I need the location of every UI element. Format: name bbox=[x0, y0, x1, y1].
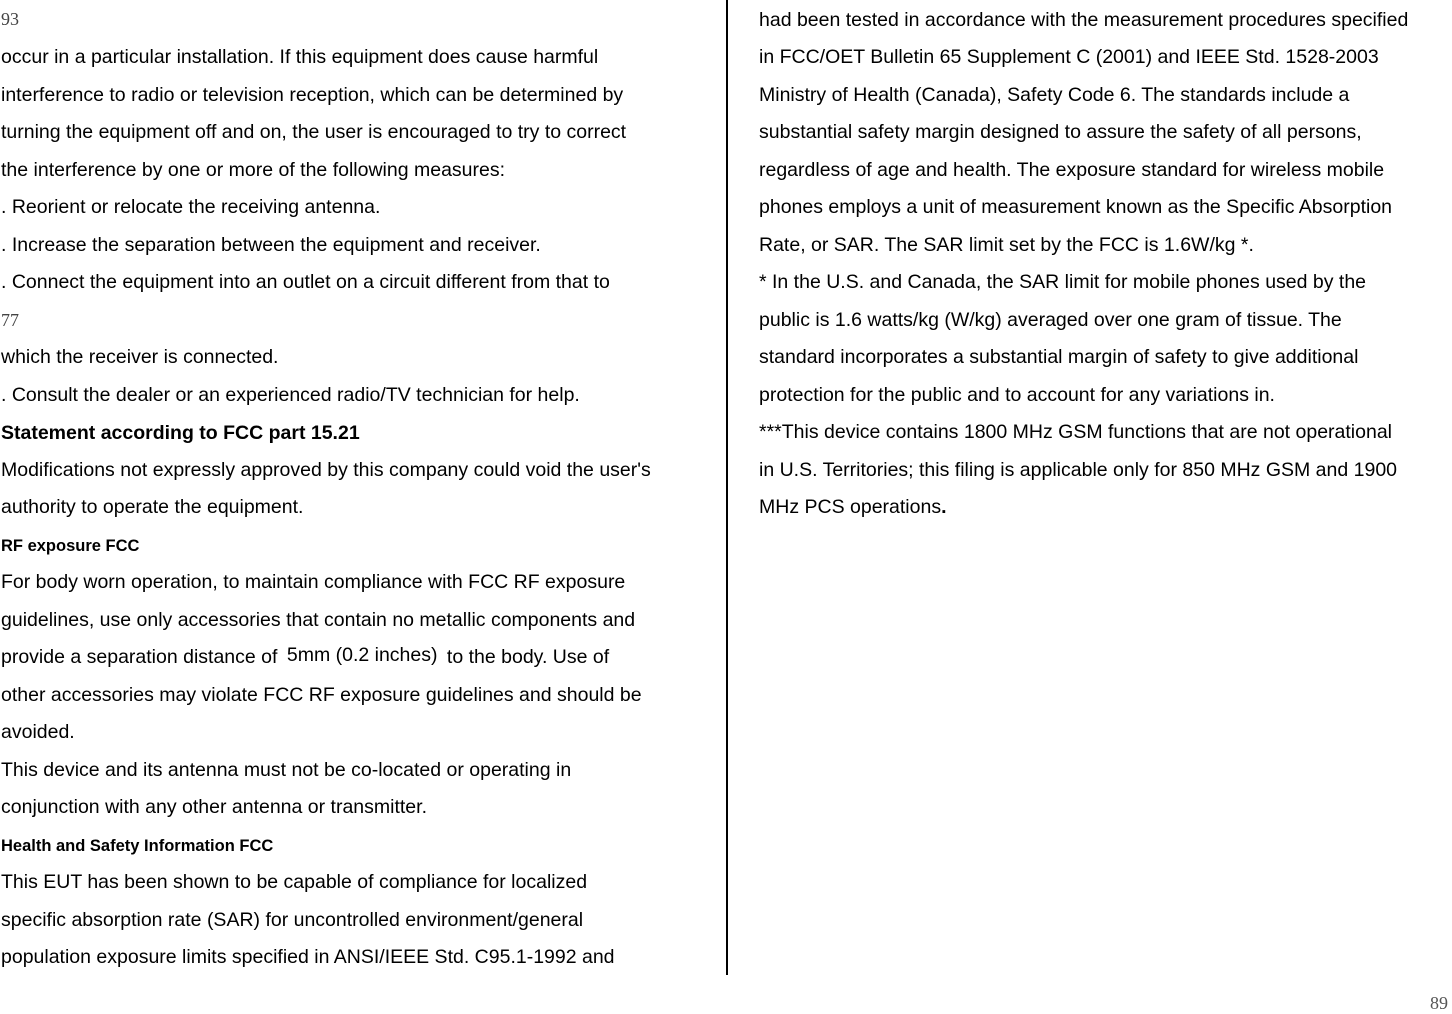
paragraph-line: the interference by one or more of the following measures: bbox=[1, 159, 506, 181]
paragraph-line: For body worn operation, to maintain compliance with FCC RF exposure bbox=[1, 571, 626, 593]
paragraph-line: Ministry of Health (Canada), Safety Code 6. The standards include a bbox=[759, 84, 1350, 106]
measure-item: . Reorient or relocate the receiving antenna. bbox=[1, 196, 381, 218]
paragraph-line: in U.S. Territories; this filing is applicable only for 850 MHz GSM and 1900 bbox=[759, 459, 1398, 481]
paragraph-line: turning the equipment off and on, the user is encouraged to try to correct bbox=[1, 121, 627, 143]
separation-prefix: provide a separation distance of bbox=[1, 646, 278, 668]
paragraph-line-last bbox=[759, 496, 947, 518]
last-line-text: MHz PCS operations bbox=[759, 496, 942, 518]
heading-fcc-15-21: Statement according to FCC part 15.21 bbox=[1, 422, 360, 444]
paragraph-line: * In the U.S. and Canada, the SAR limit for mobile phones used by the bbox=[759, 271, 1367, 293]
heading-rf-exposure: RF exposure FCC bbox=[1, 537, 140, 555]
paragraph-line: ***This device contains 1800 MHz GSM functions that are not operational bbox=[759, 421, 1393, 443]
paragraph-line: population exposure limits specified in ANSI/IEEE Std. C95.1-1992 and bbox=[1, 946, 615, 968]
last-line-period: . bbox=[941, 496, 947, 518]
page-number: 89 bbox=[1430, 993, 1448, 1013]
paragraph-line: in FCC/OET Bulletin 65 Supplement C (2001) and IEEE Std. 1528-2003 bbox=[759, 46, 1379, 68]
separation-suffix: to the body. Use of bbox=[446, 646, 610, 668]
paragraph-line: regardless of age and health. The exposure standard for wireless mobile bbox=[759, 159, 1385, 181]
separation-distance-value: 5mm (0.2 inches) bbox=[286, 644, 438, 666]
paragraph-line: other accessories may violate FCC RF exposure guidelines and should be bbox=[1, 684, 642, 706]
paragraph-line: conjunction with any other antenna or transmitter. bbox=[1, 796, 427, 818]
paragraph-line: had been tested in accordance with the measurement procedures specified bbox=[759, 9, 1409, 31]
paragraph-line: Modifications not expressly approved by this company could void the user's bbox=[1, 459, 651, 481]
paragraph-line: protection for the public and to account for any variations in. bbox=[759, 384, 1275, 406]
page-marker-mid: 77 bbox=[1, 310, 19, 330]
paragraph-line: avoided. bbox=[1, 721, 75, 743]
paragraph-line: which the receiver is connected. bbox=[1, 346, 279, 368]
page-marker-top: 93 bbox=[1, 9, 19, 29]
paragraph-line: substantial safety margin designed to assure the safety of all persons, bbox=[759, 121, 1362, 143]
paragraph-line: This device and its antenna must not be co-located or operating in bbox=[1, 759, 572, 781]
paragraph-line: interference to radio or television reception, which can be determined by bbox=[1, 84, 624, 106]
separation-distance-line bbox=[1, 646, 609, 668]
column-divider bbox=[726, 0, 728, 975]
measure-item: . Increase the separation between the equipment and receiver. bbox=[1, 234, 541, 256]
heading-health-safety: Health and Safety Information FCC bbox=[1, 837, 274, 855]
paragraph-line: phones employs a unit of measurement known as the Specific Absorption bbox=[759, 196, 1393, 218]
paragraph-line: public is 1.6 watts/kg (W/kg) averaged over one gram of tissue. The bbox=[759, 309, 1342, 331]
paragraph-line: guidelines, use only accessories that contain no metallic components and bbox=[1, 609, 636, 631]
paragraph-line: authority to operate the equipment. bbox=[1, 496, 304, 518]
paragraph-line: occur in a particular installation. If this equipment does cause harmful bbox=[1, 46, 599, 68]
paragraph-line: standard incorporates a substantial margin of safety to give additional bbox=[759, 346, 1359, 368]
paragraph-line: specific absorption rate (SAR) for uncontrolled environment/general bbox=[1, 909, 584, 931]
measure-item: . Consult the dealer or an experienced radio/TV technician for help. bbox=[1, 384, 580, 406]
measure-item: . Connect the equipment into an outlet on a circuit different from that to bbox=[1, 271, 610, 293]
paragraph-line: This EUT has been shown to be capable of compliance for localized bbox=[1, 871, 588, 893]
paragraph-line: Rate, or SAR. The SAR limit set by the FCC is 1.6W/kg *. bbox=[759, 234, 1254, 256]
